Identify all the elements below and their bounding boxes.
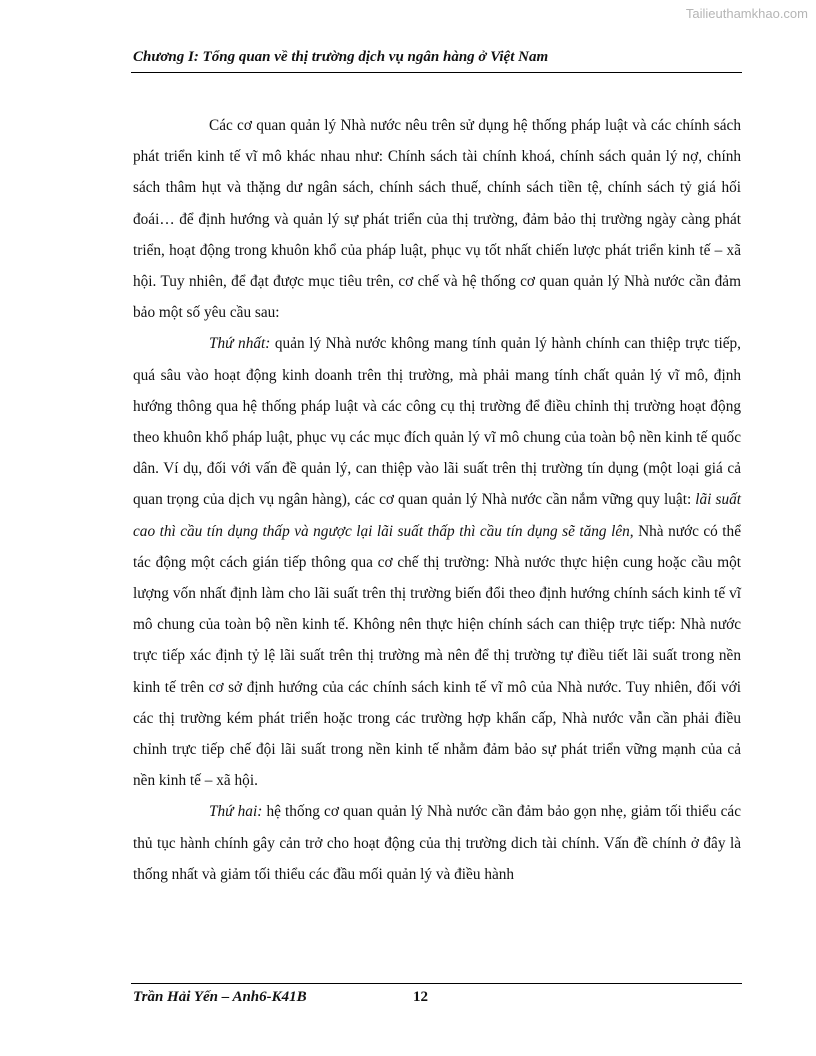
watermark: Tailieuthamkhao.com (685, 6, 808, 21)
paragraph-3-text: hệ thống cơ quan quản lý Nhà nước cần đảm bảo gọn nhẹ, giảm tối thiểu các thủ tục hành chính gây cản trở cho hoạt động của thị trường dich tài chính. Vấn đề chính ở đây là thống nhất và giảm tối thiểu các đầu mối quản lý và điều hành (133, 803, 741, 883)
header-rule (131, 72, 742, 73)
paragraph-2-italic-rule: lãi suất cao thì cầu tín dụng thấp và ngược lại lãi suất thấp thì cầu tín dụng sẽ tăng lên, (133, 491, 741, 540)
paragraph-1: Các cơ quan quản lý Nhà nước nêu trên sử dụng hệ thống pháp luật và các chính sách phát triển kinh tế vĩ mô khác nhau như: Chính sách tài chính khoá, chính sách quản lý nợ, chính sách thâm hụt và thặng dư ngân sách, chính sách thuế, chính sách tiền tệ, chính sách tỷ giá hối đoái… để định hướng và quản lý sự phát triển của thị trường, đảm bảo thị trường ngày càng phát triển, hoạt động trong khuôn khổ của pháp luật, phục vụ tốt nhất chiến lược phát triển kinh tế – xã hội. Tuy nhiên, để đạt được mục tiêu trên, cơ chế và hệ thống cơ quan quản lý Nhà nước cần đảm bảo một số yêu cầu sau: (133, 117, 741, 322)
footer-author: Trần Hải Yến – Anh6-K41B (133, 989, 307, 1005)
footer-rule (131, 983, 742, 984)
paragraph-3-lead: Thứ hai: (209, 803, 263, 821)
paragraph-2 (133, 328, 741, 796)
paragraph-2-text-a: quản lý Nhà nước không mang tính quản lý hành chính can thiệp trực tiếp, quá sâu vào hoạt động kinh doanh trên thị trường, mà phải mang tính chất quản lý vĩ mô, định hướng thông qua hệ thống pháp luật và các công cụ thị trường để điều chỉnh thị trường hoạt động theo khuôn khổ pháp luật, phục vụ các mục đích quản lý vĩ mô chung của toàn bộ nền kinh tế quốc dân. Ví dụ, đối với vấn đề quản lý, can thiệp vào lãi suất trên thị trường tín dụng (một loại giá cả quan trọng của dịch vụ ngân hàng), các cơ quan quản lý Nhà nước cần nắm vững quy luật: (133, 335, 741, 509)
running-header: Chương I: Tổng quan về thị trường dịch vụ ngân hàng ở Việt Nam (133, 49, 549, 65)
paragraph-3 (133, 796, 741, 890)
paragraph-2-text-b: Nhà nước có thể tác động một cách gián tiếp thông qua cơ chế thị trường: Nhà nước thực hiện cung hoặc cầu một lượng vốn nhất định làm cho lãi suất trên thị trường biến đổi theo định hướng chính sách kinh tế vĩ mô chung của toàn bộ nền kinh tế. Không nên thực hiện chính sách can thiệp trực tiếp: Nhà nước trực tiếp xác định tỷ lệ lãi suất trên thị trường mà nên để thị trường tự điều tiết lãi suất trong nền kinh tế trên cơ sở định hướng của các chính sách kinh tế vĩ mô của Nhà nước. Tuy nhiên, đối với các thị trường kém phát triển hoặc trong các trường hợp khẩn cấp, Nhà nước vẫn cần phải điều chỉnh trực tiếp chế đội lãi suất trong nền kinh tế nhằm đảm bảo sự phát triển vững mạnh của cả nền kinh tế – xã hội. (133, 522, 741, 790)
page-number: 12 (413, 989, 428, 1005)
body-text (133, 110, 741, 890)
paragraph-2-lead: Thứ nhất: (209, 335, 271, 353)
